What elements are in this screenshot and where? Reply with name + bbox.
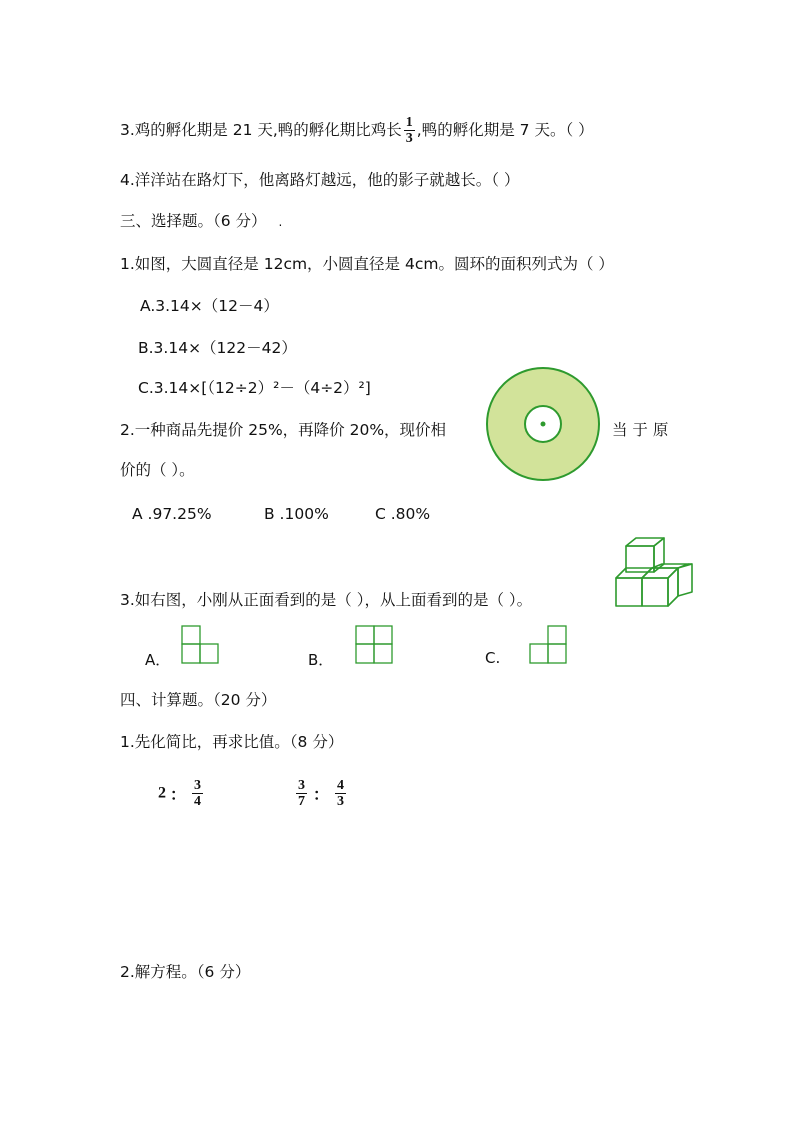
calc-q2-stem: 2.解方程。（6 分） (120, 963, 251, 981)
view-option-a (182, 626, 218, 663)
ratio2-fraction-right (335, 778, 346, 809)
cube-top-3 (652, 564, 688, 568)
judge-q3 (120, 115, 594, 146)
choice-q1-option-b: B.3.14×（122－42） (138, 339, 297, 357)
frac-denominator: 3 (405, 131, 413, 146)
choice-q2-option-c: C .80% (375, 505, 431, 523)
choice-q1-option-c: C.3.14×[（12÷2）²－（4÷2）²] (138, 379, 371, 397)
choice-q1-option-a: A.3.14×（12－4） (140, 297, 279, 315)
ratio1-num: 3 (194, 778, 202, 793)
inner-circle (525, 406, 561, 442)
choice-q3-option-a: A． (145, 651, 171, 669)
cube-front-top (626, 546, 654, 572)
section4-title: 四、计算题。（20 分） (120, 691, 277, 709)
judge-q4: 4.洋洋站在路灯下，他离路灯越远，他的影子就越长。（ ） (120, 171, 520, 189)
ratio2-den2: 3 (337, 794, 345, 809)
ratio2-den1: 7 (298, 794, 305, 809)
fraction-one-third (404, 115, 415, 146)
section3-title-text: 三、选择题。（6 分） (120, 212, 267, 230)
ratio-expression-2 (294, 778, 348, 809)
ratio1-den: 4 (194, 794, 202, 809)
ratio2-num1: 3 (298, 778, 305, 793)
view-option-b (356, 626, 392, 663)
frac-numerator: 1 (405, 115, 413, 130)
choice-q2-option-b: B .100% (264, 505, 329, 523)
cube-side-3 (678, 564, 692, 596)
choice-q2-stem-part1: 2.一种商品先提价 25%，再降价 20%，现价相 (120, 421, 447, 439)
judge-q3-after: ,鸭的孵化期是 7 天。（ ） (416, 121, 594, 139)
ratio1-colon: ： (170, 787, 187, 804)
stray-dot: . (278, 215, 283, 229)
judge-q3-before: 3.鸡的孵化期是 21 天,鸭的孵化期比鸡长 (120, 121, 402, 139)
ratio-expression-1 (158, 778, 205, 809)
choice-q3-option-c: C. (485, 649, 501, 667)
ratio2-colon: ： (313, 787, 330, 804)
choice-q3-option-b: B． (308, 651, 334, 669)
choice-q1-stem: 1.如图，大圆直径是 12cm，小圆直径是 4cm。圆环的面积列式为（ ） (120, 255, 614, 273)
choice-q2-stem-line2: 价的（ ）。 (120, 461, 195, 479)
cube-top-1 (616, 568, 652, 578)
view-option-c (530, 626, 566, 663)
cube-front-2 (642, 578, 668, 606)
cube-side-2 (668, 568, 678, 606)
outer-circle (487, 368, 599, 480)
cube-top-2 (642, 568, 678, 578)
ratio2-num2: 4 (337, 778, 345, 793)
ratio2-fraction-left (296, 778, 307, 809)
choice-q3-stem: 3.如右图，小刚从正面看到的是（ ），从上面看到的是（ ）。 (120, 591, 533, 609)
cube-side-top (654, 538, 664, 572)
cube-front-1 (616, 578, 642, 606)
ratio1-fraction (192, 778, 203, 809)
choice-q2-stem-part2: 当 于 原 (612, 421, 669, 439)
cube-top-top (626, 538, 664, 546)
calc-q1-stem: 1.先化简比，再求比值。（8 分） (120, 733, 344, 751)
ratio1-left: 2 (158, 784, 166, 802)
center-dot (541, 422, 546, 427)
section3-title (120, 211, 282, 232)
choice-q2-option-a: A .97.25% (132, 505, 212, 523)
